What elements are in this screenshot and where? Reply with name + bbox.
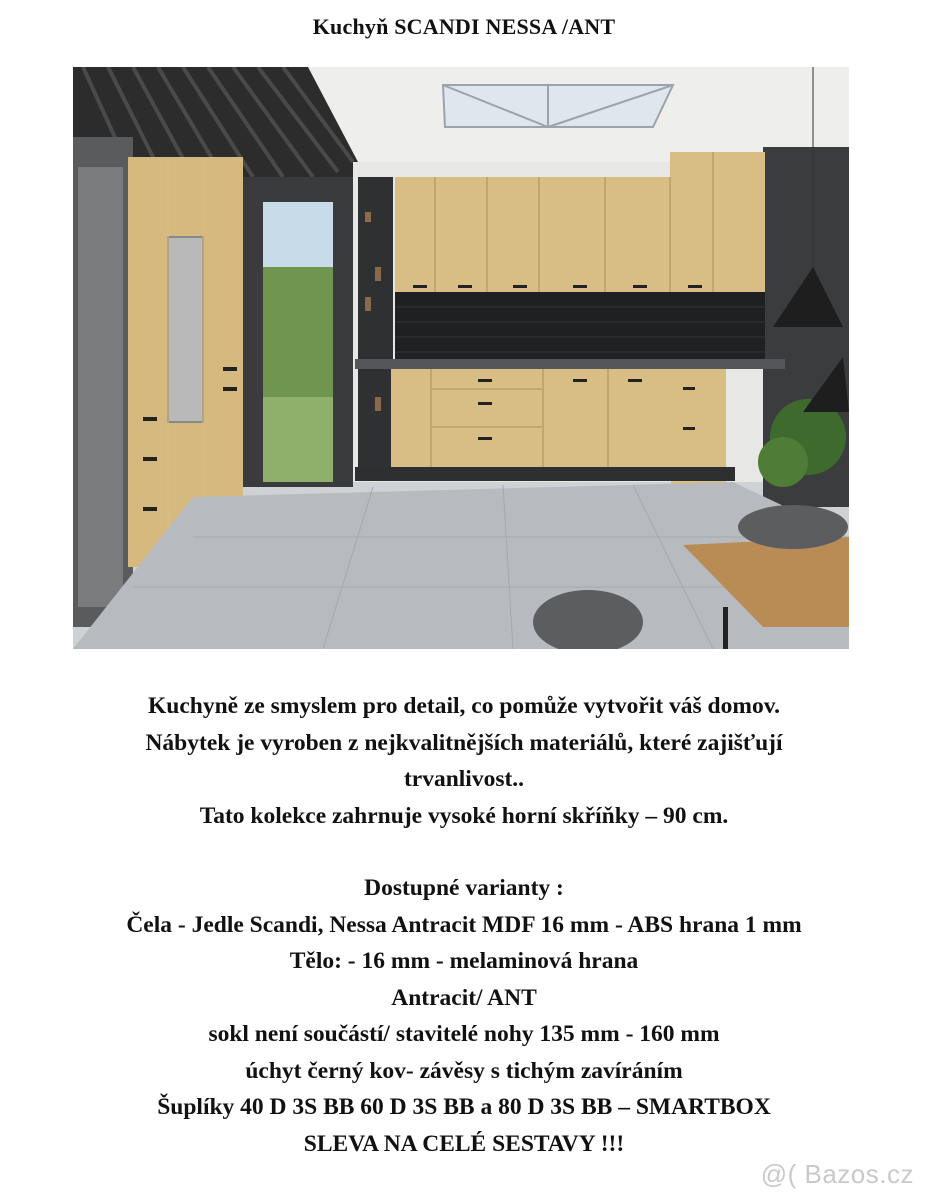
spacer <box>0 834 928 870</box>
variant-line: Antracit/ ANT <box>391 984 537 1011</box>
bazos-watermark: @( Bazos.cz <box>760 1159 914 1189</box>
variant-line: sokl není součástí/ stavitelé nohy 135 mm - 160 mm <box>208 1021 720 1047</box>
variant-line: Čela - Jedle Scandi, Nessa Antracit MDF 16 mm - ABS hrana 1 mm <box>126 911 802 938</box>
variant-line: úchyt černý kov- závěsy s tichým zavíráním <box>245 1057 683 1084</box>
description-line: trvanlivost.. <box>403 766 525 792</box>
variant-line: Tělo: - 16 mm - melaminová hrana <box>289 948 639 974</box>
description-line: Kuchyně ze smyslem pro detail, co pomůže vytvořit váš domov. <box>147 693 781 719</box>
description-line: Nábytek je vyroben z nejkvalitnějších materiálů, které zajišťují <box>145 729 783 756</box>
page-title: Kuchyň SCANDI NESSA /ANT <box>312 14 616 39</box>
kitchen-photo <box>73 67 849 649</box>
variants-heading: Dostupné varianty : <box>364 875 564 901</box>
description-line: Tato kolekce zahrnuje vysoké horní skříňky – 90 cm. <box>199 802 729 829</box>
variant-line: Šuplíky 40 D 3S BB 60 D 3S BB a 80 D 3S BB – SMARTBOX <box>157 1094 771 1120</box>
sale-line: SLEVA NA CELÉ SESTAVY !!! <box>303 1130 625 1157</box>
description-block <box>0 688 928 1162</box>
